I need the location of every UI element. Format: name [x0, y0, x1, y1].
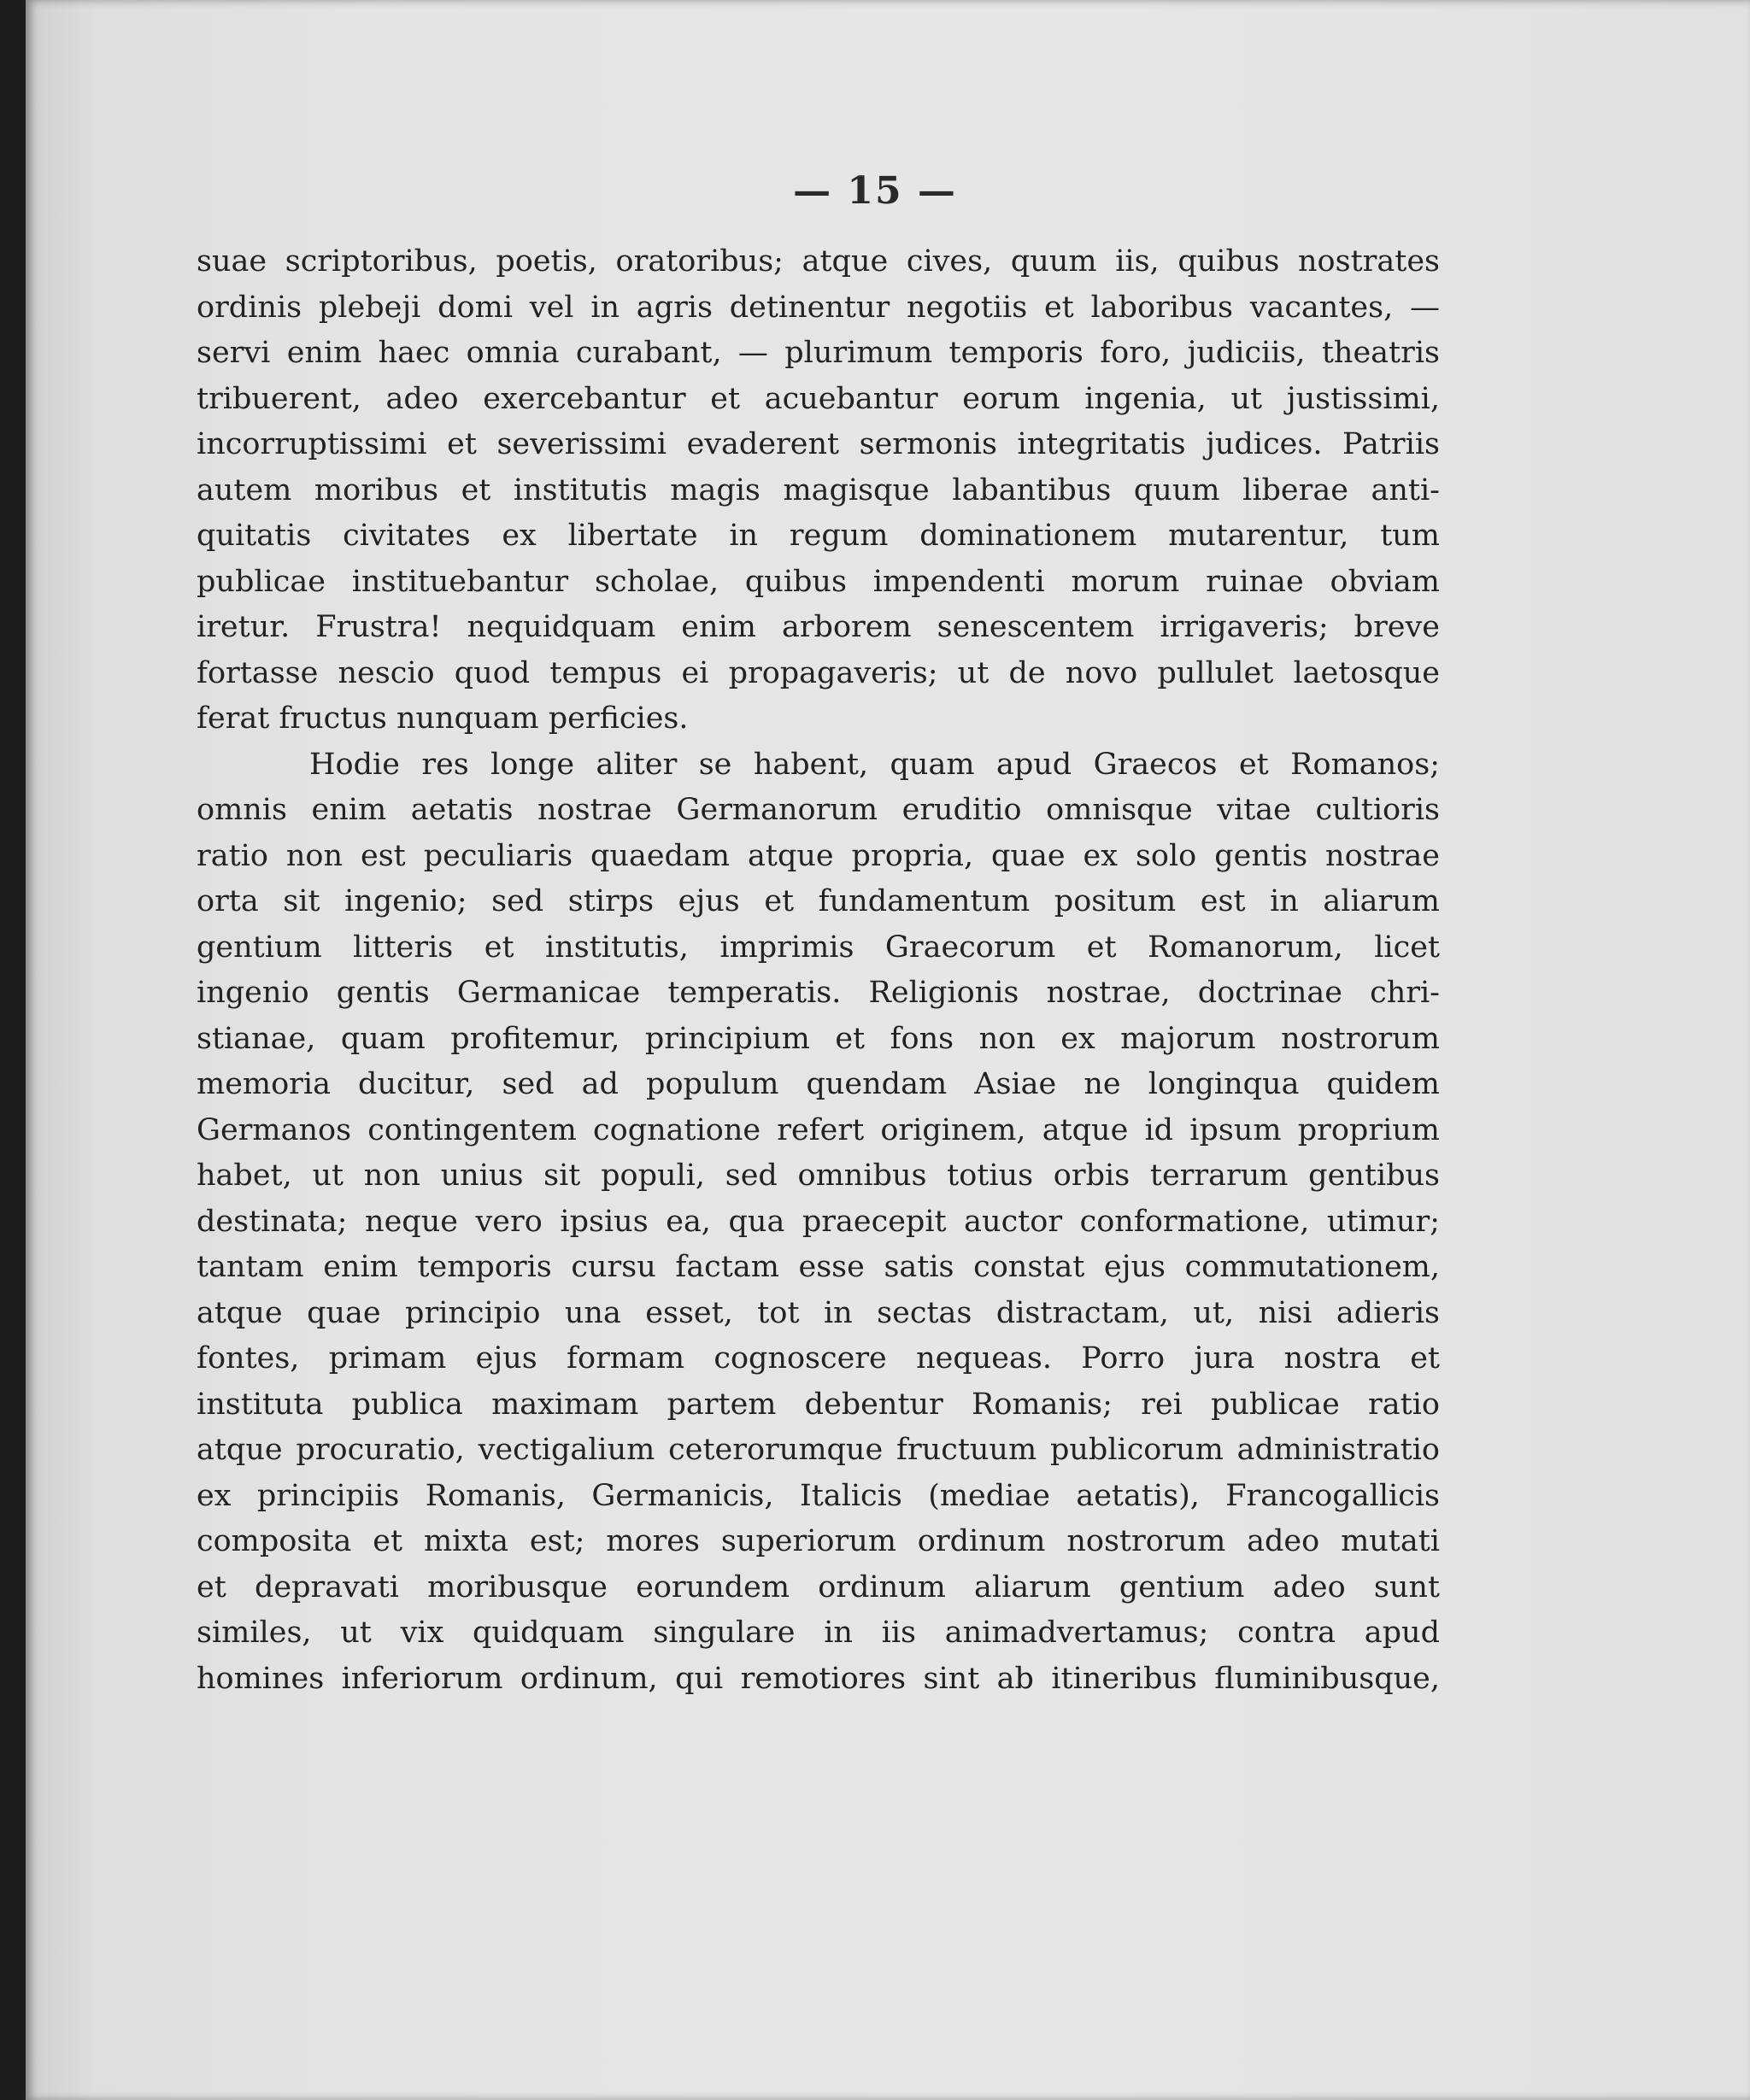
text-line: publicae instituebantur scholae, quibus impendenti morum ruinae obviam	[197, 564, 1440, 599]
text-line: Germanos contingentem cognatione refert originem, atque id ipsum proprium	[197, 1112, 1440, 1147]
text-line: fortasse nescio quod tempus ei propagaveris; ut de novo pullulet laetosque	[197, 655, 1440, 690]
text-line: autem moribus et institutis magis magisque labantibus quum liberae anti-	[197, 472, 1440, 507]
text-line: et depravati moribusque eorundem ordinum aliarum gentium adeo sunt	[197, 1569, 1440, 1604]
text-line: ordinis plebeji domi vel in agris detinentur negotiis et laboribus vacantes, —	[197, 290, 1440, 325]
text-line: ratio non est peculiaris quaedam atque propria, quae ex solo gentis nostrae	[197, 838, 1440, 873]
body-text	[197, 239, 1440, 1702]
text-line: atque quae principio una esset, tot in sectas distractam, ut, nisi adieris	[197, 1295, 1440, 1330]
paragraph-start-line: Hodie res longe aliter se habent, quam apud Graecos et Romanos;	[309, 747, 1440, 782]
text-line: servi enim haec omnia curabant, — plurimum temporis foro, judiciis, theatris	[197, 336, 1440, 370]
text-line: ferat fructus nunquam perficies.	[197, 701, 689, 736]
text-line: quitatis civitates ex libertate in regum dominationem mutarentur, tum	[197, 519, 1440, 553]
text-line: stianae, quam profitemur, principium et fons non ex majorum nostrorum	[197, 1021, 1440, 1056]
text-line: suae scriptoribus, poetis, oratoribus; atque cives, quum iis, quibus nostrates	[197, 244, 1440, 279]
text-line: iretur. Frustra! nequidquam enim arborem senescentem irrigaveris; breve	[197, 610, 1440, 644]
text-line: ex principiis Romanis, Germanicis, Italicis (mediae aetatis), Francogallicis	[197, 1478, 1440, 1513]
text-line: destinata; neque vero ipsius ea, qua praecepit auctor conformatione, utimur;	[197, 1204, 1440, 1239]
text-line: tribuerent, adeo exercebantur et acuebantur eorum ingenia, ut justissimi,	[197, 381, 1440, 416]
text-line: homines inferiorum ordinum, qui remotiores sint ab itineribus fluminibusque,	[197, 1661, 1440, 1696]
text-line: instituta publica maximam partem debentur Romanis; rei publicae ratio	[197, 1387, 1440, 1422]
text-line: composita et mixta est; mores superiorum ordinum nostrorum adeo mutati	[197, 1524, 1440, 1558]
text-line: atque procuratio, vectigalium ceterorumque fructuum publicorum administratio	[197, 1433, 1440, 1467]
text-line: fontes, primam ejus formam cognoscere nequeas. Porro jura nostra et	[197, 1341, 1440, 1376]
text-line: memoria ducitur, sed ad populum quendam Asiae ne longinqua quidem	[197, 1067, 1440, 1101]
text-line: habet, ut non unius sit populi, sed omnibus totius orbis terrarum gentibus	[197, 1159, 1440, 1193]
text-line: gentium litteris et institutis, imprimis Graecorum et Romanorum, licet	[197, 930, 1440, 965]
page-number: — 15 —	[793, 169, 957, 213]
text-line: ingenio gentis Germanicae temperatis. Religionis nostrae, doctrinae chri-	[197, 976, 1440, 1010]
text-line: similes, ut vix quidquam singulare in iis animadvertamus; contra apud	[197, 1616, 1440, 1650]
text-line: tantam enim temporis cursu factam esse satis constat ejus commutationem,	[197, 1250, 1440, 1284]
text-line: incorruptissimi et severissimi evaderent sermonis integritatis judices. Patriis	[197, 427, 1440, 461]
text-line: omnis enim aetatis nostrae Germanorum eruditio omnisque vitae cultioris	[197, 793, 1440, 827]
text-line: orta sit ingenio; sed stirps ejus et fundamentum positum est in aliarum	[197, 884, 1440, 918]
